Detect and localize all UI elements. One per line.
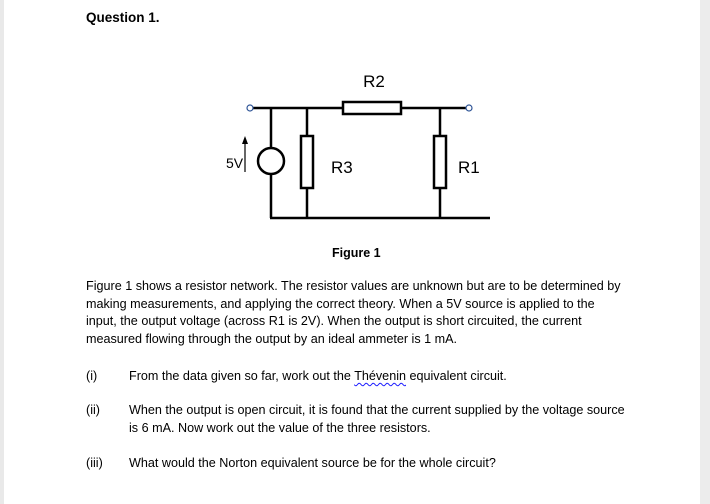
spellcheck-word: Thévenin: [354, 369, 406, 383]
label-r2: R2: [363, 72, 385, 91]
resistor-r1: [434, 136, 446, 188]
circuit-figure: [0, 0, 710, 250]
output-terminal: [466, 105, 472, 111]
voltage-source-symbol: [258, 148, 284, 174]
input-terminal: [247, 105, 253, 111]
question-ii-text: When the output is open circuit, it is found that the current supplied by the voltage source is 6 mA. Now work out the value of the three resistors.: [129, 403, 625, 435]
resistor-r3: [301, 136, 313, 188]
label-r3: R3: [331, 158, 353, 177]
question-iii-number: (iii): [86, 456, 103, 470]
polarity-arrow-head: [242, 136, 248, 144]
question-i-text: From the data given so far, work out the Thévenin equivalent circuit.: [129, 369, 507, 383]
question-ii-number: (ii): [86, 403, 100, 417]
label-r1: R1: [458, 158, 480, 177]
figure-caption: Figure 1: [332, 246, 381, 260]
resistor-r2: [343, 102, 401, 114]
problem-paragraph: Figure 1 shows a resistor network. The resistor values are unknown but are to be determined by making measurements, and applying the correct theory. When a 5V source is applied to the input, the output voltage (across R1 is 2V). When the output is short circuited, the current measured flowing through the output by an ideal ammeter is 1 mA.: [86, 279, 621, 346]
question-iii-text: What would the Norton equivalent source be for the whole circuit?: [129, 456, 496, 470]
question-i-number: (i): [86, 369, 98, 383]
question-heading: Question 1.: [86, 10, 160, 25]
label-source: 5V: [226, 155, 244, 171]
